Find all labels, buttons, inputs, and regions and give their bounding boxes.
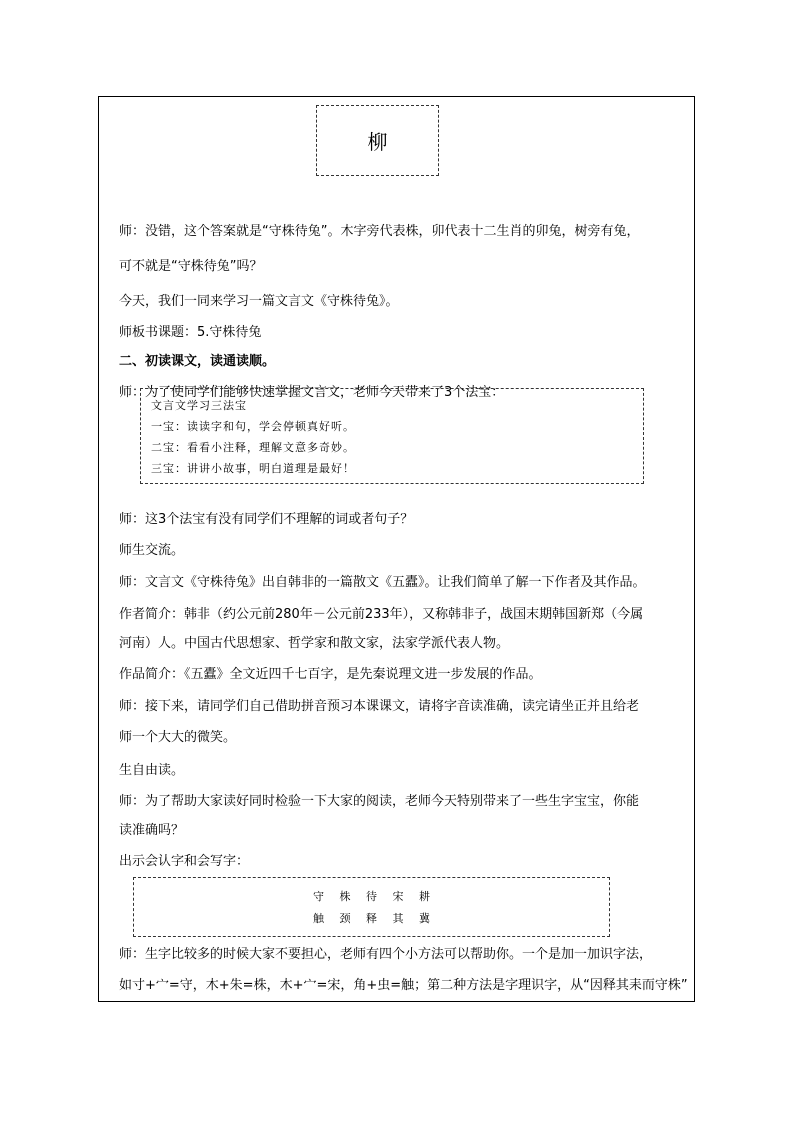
character: 守 [313,890,324,903]
paragraph: 师：文言文《守株待兔》出自韩非的一篇散文《五蠹》。让我们简单了解一下作者及其作品。 [119,575,646,590]
paragraph: 师：生字比较多的时候大家不要担心，老师有四个小方法可以帮助你。一个是加一加识字法， [119,947,653,962]
paragraph: 师：接下来，请同学们自己借助拼音预习本课课文，请将字音读准确，读完请坐正并且给老 [119,699,640,714]
paragraph: 师：没错，这个答案就是“守株待兔”。木字旁代表株，卯代表十二生肖的卯兔，树旁有兔， [119,224,640,239]
paragraph: 师：为了帮助大家读好同时检验一下大家的阅读，老师今天特别带来了一些生字宝宝，你能 [119,794,640,809]
method-box [140,388,644,484]
paragraph: 读准确吗？ [119,823,185,838]
character: 释 [366,912,377,925]
method-box-title: 文言文学习三法宝 [151,399,247,412]
character-row [134,888,609,904]
paragraph: 可不就是“守株待兔”吗？ [119,259,263,274]
character: 其 [392,912,404,925]
lesson-page [98,96,695,1002]
character: 株 [339,890,351,903]
paragraph: 师：这3个法宝有没有同学们不理解的词或者句子？ [119,512,414,527]
method-box-line: 一宝：读读字和句，学会停顿真好听。 [151,420,355,433]
character-row [134,910,609,926]
character-list-box [133,877,610,937]
paragraph: 师板书课题：5.守株待兔 [119,325,262,340]
character: 耕 [419,890,430,903]
character: 冀 [419,912,430,925]
character: 颈 [339,912,351,925]
paragraph: 作品简介：《五蠹》全文近四千七百字，是先秦说理文进一步发展的作品。 [119,667,542,682]
section-heading: 二、初读课文，读通读顺。 [119,354,276,369]
character-card [316,105,439,176]
character: 宋 [392,890,404,903]
method-box-line: 二宝：看看小注释，理解文意多奇妙。 [151,441,355,454]
character-card-text: 柳 [367,130,388,154]
method-box-line: 三宝：讲讲小故事，明白道理是最好！ [151,462,355,475]
paragraph: 生自由读。 [119,763,185,778]
paragraph: 师一个大大的微笑。 [119,730,237,745]
paragraph: 师生交流。 [119,543,185,558]
paragraph: 作者简介：韩非（约公元前280年－公元前233年），又称韩非子，战国末期韩国新郑（今属 [119,607,644,622]
paragraph: 如寸+宀=守，木+朱=株，木+宀=宋，角+虫=触；第二种方法是字理识字，从“因释其耒而守株” [119,978,688,993]
character: 触 [313,912,324,925]
paragraph: 今天，我们一同来学习一篇文言文《守株待兔》。 [119,294,399,309]
paragraph: 出示会认字和会写字： [119,854,250,869]
paragraph: 师：为了使同学们能够快速掌握文言文，老师今天带来了3个法宝： [119,385,505,400]
paragraph: 河南）人。中国古代思想家、哲学家和散文家，法家学派代表人物。 [119,636,510,651]
character: 待 [366,890,377,903]
